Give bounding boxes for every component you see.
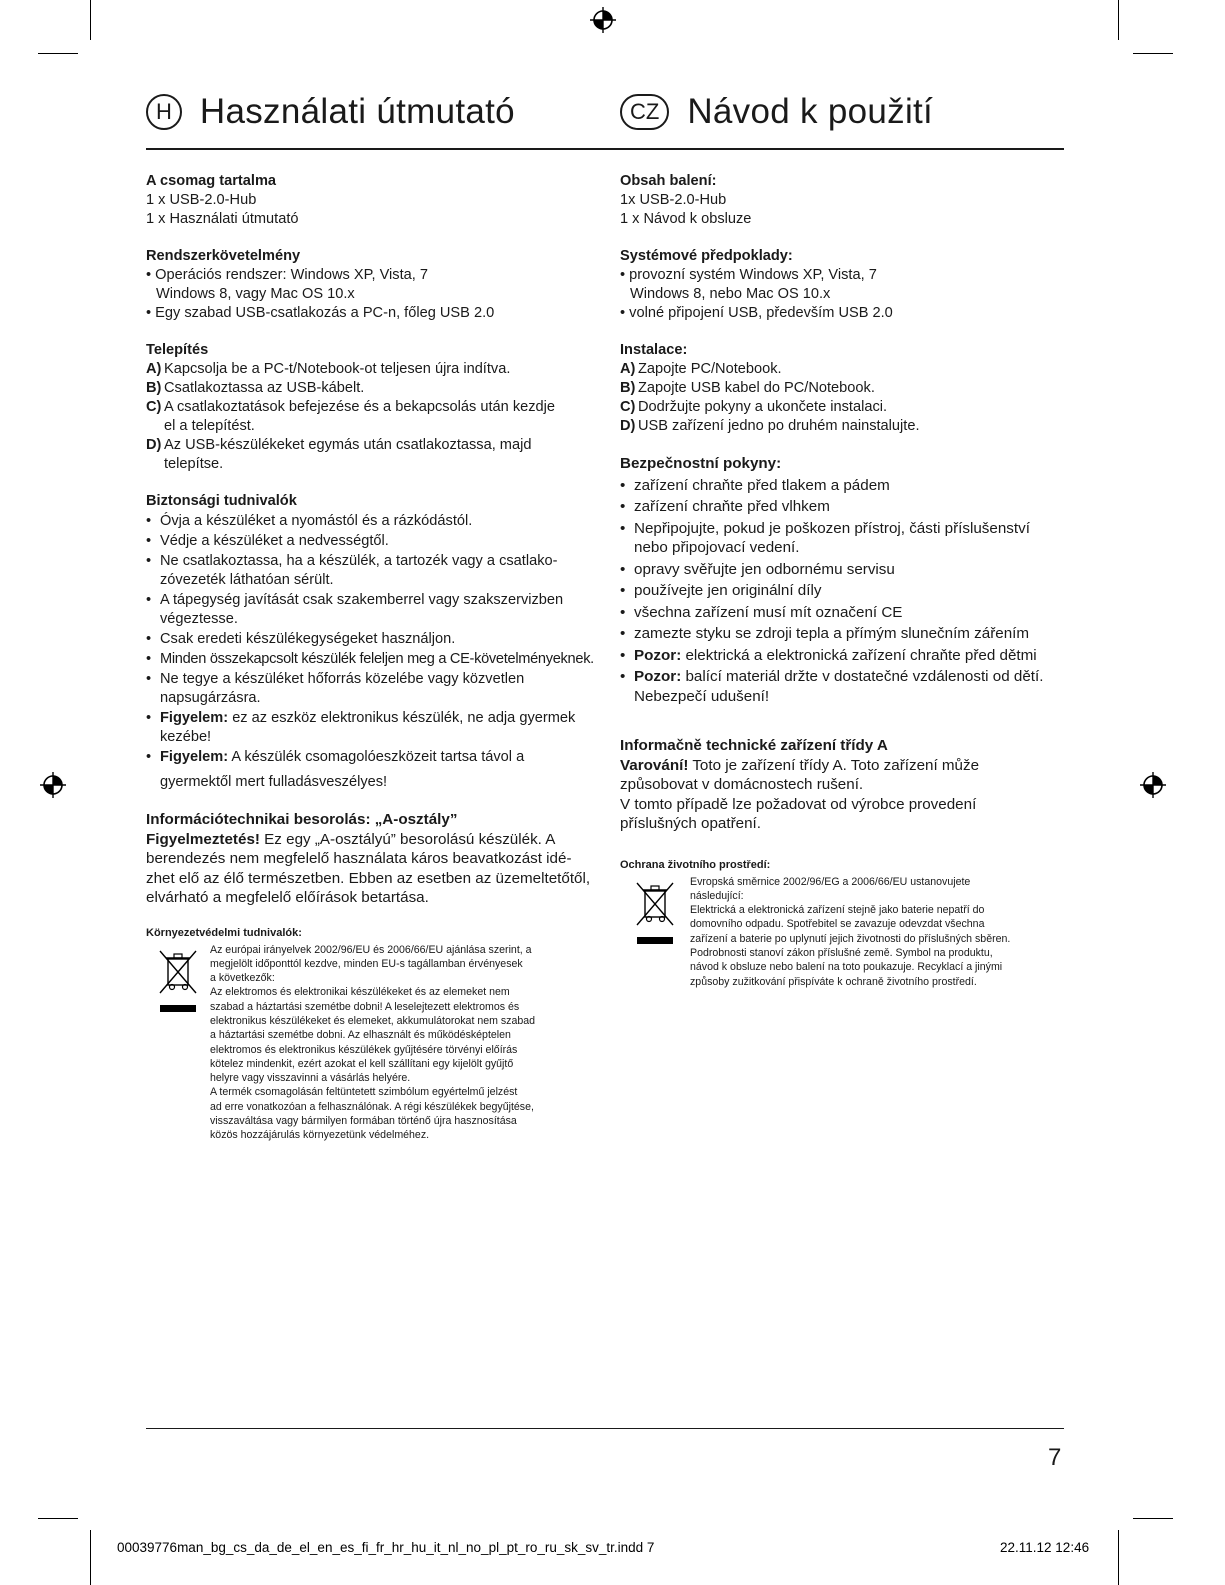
install-step-cont: el a telepítést. — [164, 418, 255, 434]
language-badge-cz: CZ — [620, 94, 669, 130]
requirement-item-cont: Windows 8, nebo Mac OS 10.x — [630, 286, 831, 302]
env-section — [620, 856, 1070, 989]
safety-item: • Figyelem: A készülék csomagolóeszközeit tartsa távol a gyermektől mert fulladásveszélyes! — [146, 749, 525, 790]
safety-item: • Ne tegye a készüléket hőforrás közelébe vagy közvetlen napsugárzásra. — [146, 671, 525, 706]
safety-item: • Ne csatlakoztassa, ha a készülék, a tartozék vagy a csatlako- zóvezeték láthatóan sérült. — [146, 553, 558, 588]
package-section — [146, 172, 596, 229]
section-heading: Információtechnikai besorolás: „A-osztály” — [146, 811, 458, 828]
install-step: B) Csatlakoztassa az USB-kábelt. — [146, 380, 365, 396]
footer-filename: 00039776man_bg_cs_da_de_el_en_es_fi_fr_hr_hu_it_nl_no_pl_pt_ro_ru_sk_sv_tr.indd 7 — [117, 1540, 655, 1555]
crop-mark — [1118, 0, 1119, 40]
class-a-line: způsobovat v domácnostech rušení. — [620, 776, 864, 793]
language-badge-h: H — [146, 94, 182, 130]
install-step-cont: telepítse. — [164, 456, 224, 472]
right-column — [620, 172, 1070, 989]
requirement-item-cont: Windows 8, vagy Mac OS 10.x — [156, 286, 355, 302]
class-a-line: V tomto případě lze požadovat od výrobce provedení — [620, 795, 977, 813]
header-rule — [146, 148, 1064, 150]
crop-mark — [1133, 1518, 1173, 1519]
package-line: 1x USB-2.0-Hub — [620, 192, 727, 208]
footer-timestamp: 22.11.12 12:46 — [1000, 1540, 1090, 1555]
section-heading: Systémové předpoklady: — [620, 248, 793, 264]
class-a-line: příslušných opatření. — [620, 815, 761, 832]
safety-item: • Pozor: balící materiál držte v dostatečné vzdálenosti od dětí. Nebezpečí udušení! — [620, 668, 1044, 705]
class-a-line: Varování! Toto je zařízení třídy A. Toto zařízení může — [620, 756, 980, 774]
left-title-text: Használati útmutató — [199, 92, 515, 131]
safety-section — [146, 492, 596, 792]
requirements-section — [146, 247, 596, 323]
requirement-item: • Egy szabad USB-csatlakozás a PC-n, főleg USB 2.0 — [146, 305, 495, 321]
requirements-section — [620, 247, 1070, 323]
install-step: C) A csatlakoztatások befejezése és a bekapcsolás után kezdje — [146, 399, 556, 415]
requirement-item: • volné připojení USB, především USB 2.0 — [620, 305, 893, 321]
env-body — [146, 943, 596, 1143]
package-line: 1 x Návod k obsluze — [620, 211, 752, 227]
env-section — [146, 924, 596, 1143]
safety-item: • A tápegység javítását csak szakemberrel vagy szakszervizben végeztesse. — [146, 592, 564, 627]
class-a-line: elvárható a megfelelő előírások betartása. — [146, 889, 429, 906]
crop-mark — [90, 1530, 91, 1585]
safety-item: • Óvja a készüléket a nyomástól és a rázkódástól. — [146, 513, 473, 529]
requirement-item: • provozní systém Windows XP, Vista, 7 — [620, 267, 877, 283]
requirement-item: • Operációs rendszer: Windows XP, Vista, 7 — [146, 267, 428, 283]
env-heading: Ochrana životního prostředí: — [620, 858, 771, 871]
safety-item: • zařízení chraňte před tlakem a pádem — [620, 476, 890, 494]
env-text: Evropská směrnice 2002/96/EG a 2006/66/EU ustanovujete následující: Elektrická a elektronická zařízení stejně jako baterie nepatří do domovního odpadu. Spotřebitel se zavazuje odevzdat všechna zařízení a baterie po uplynutí jejich životnosti do příslušných sběren. Podrobnosti stanoví zákon příslušné země. Symbol na produktu, návod k obsluze nebo balení na toto poukazuje. Recyklací a jinými způsoby zužitkování přispíváte k ochraně životního prostředí. — [690, 875, 1011, 988]
class-a-line: berendezés nem megfelelő használata káros beavatkozást idé- — [146, 850, 572, 867]
safety-item: • Védje a készüléket a nedvességtől. — [146, 533, 389, 549]
registration-mark-icon — [40, 772, 66, 798]
safety-item: • opravy svěřujte jen odbornému servisu — [620, 560, 895, 578]
env-text: Az európai irányelvek 2002/96/EU és 2006/66/EU ajánlása szerint, a megjelölt időponttól kezdve, minden EU-s tagállamban érvényesek a következők: Az elektromos és elektronikai készülékeket és az elemeket nem szabad a háztartási szemétbe dobni! A leselejtezett elektromos és elektronikus készülékeket és elemeket, akkumulátorokat nem szabad a háztartási szemétbe dobni. Az elhasznált és működésképtelen elektromos és elektronikus készülékek gyűjtésére törvényi előírás kötelez mindenkit, ezért azokat el kell szállítani egy kijelölt gyűjtő helyre vagy visszavinni a vásárlás helyére. A termék csomagolásán feltüntetett szimbólum egyértelmű jelzést ad erre vonatkozóan a felhasználónak. A régi készülékek begyűjtése, visszaváltása vagy bármilyen formában történő újra hasznosítása közös hozzájárulás környezetünk védelméhez. — [210, 943, 536, 1142]
safety-item: • Nepřipojujte, pokud je poškozen přístroj, části příslušenství nebo připojovací vedení. — [620, 519, 1030, 556]
section-heading: Rendszerkövetelmény — [146, 248, 301, 264]
class-a-line: Figyelmeztetés! Ez egy „A-osztályú” besorolású készülék. A — [146, 830, 556, 848]
package-section — [620, 172, 1070, 229]
package-line: 1 x Használati útmutató — [146, 211, 299, 227]
section-heading: Instalace: — [620, 342, 688, 358]
install-step: D) Az USB-készülékeket egymás után csatlakoztassa, majd — [146, 437, 532, 453]
left-page-title — [146, 92, 515, 132]
safety-item: • Csak eredeti készülékegységeket használjon. — [146, 631, 456, 647]
right-title-text: Návod k použití — [687, 92, 934, 131]
env-heading: Környezetvédelmi tudnivalók: — [146, 926, 302, 939]
install-step: A) Kapcsolja be a PC-t/Notebook-ot teljesen újra indítva. — [146, 361, 511, 377]
crop-mark — [38, 1518, 78, 1519]
crop-mark — [1133, 53, 1173, 54]
weee-bin-icon — [620, 875, 690, 989]
section-heading: Informačně technické zařízení třídy A — [620, 737, 888, 754]
class-a-section — [620, 736, 1070, 834]
section-heading: Biztonsági tudnivalók — [146, 493, 297, 509]
weee-bin-icon — [146, 943, 210, 1143]
section-heading: Telepítés — [146, 342, 209, 358]
right-page-title — [620, 92, 933, 132]
install-section — [620, 341, 1070, 436]
crop-mark — [1118, 1530, 1119, 1585]
install-step: C) Dodržujte pokyny a ukončete instalaci. — [620, 399, 888, 415]
safety-item: • Pozor: elektrická a elektronická zařízení chraňte před dětmi — [620, 646, 1037, 664]
package-line: 1 x USB-2.0-Hub — [146, 192, 257, 208]
install-step: A) Zapojte PC/Notebook. — [620, 361, 782, 377]
section-heading: A csomag tartalma — [146, 173, 277, 189]
registration-mark-icon — [1140, 772, 1166, 798]
install-step: B) Zapojte USB kabel do PC/Notebook. — [620, 380, 875, 396]
safety-item: • zamezte styku se zdroji tepla a přímým slunečním zářením — [620, 625, 1030, 642]
safety-item: • používejte jen originální díly — [620, 582, 822, 599]
registration-mark-icon — [590, 7, 616, 33]
crop-mark — [90, 0, 91, 40]
safety-section — [620, 454, 1070, 706]
footer-rule — [146, 1428, 1064, 1429]
env-body — [620, 875, 1070, 989]
safety-item: • Minden összekapcsolt készülék feleljen meg a CE-követelményeknek. — [146, 651, 594, 667]
safety-item: • Figyelem: ez az eszköz elektronikus készülék, ne adja gyermek kezébe! — [146, 710, 576, 745]
section-heading: Obsah balení: — [620, 173, 717, 189]
safety-item: • všechna zařízení musí mít označení CE — [620, 603, 903, 621]
crop-mark — [38, 53, 78, 54]
class-a-section — [146, 810, 596, 908]
page-number: 7 — [1048, 1444, 1062, 1471]
install-section — [146, 341, 596, 474]
section-heading: Bezpečnostní pokyny: — [620, 455, 782, 472]
left-column — [146, 172, 596, 1143]
safety-item: • zařízení chraňte před vlhkem — [620, 498, 830, 515]
install-step: D) USB zařízení jedno po druhém nainstalujte. — [620, 418, 920, 434]
class-a-line: zhet elő az élő természetben. Ebben az esetben az üzemeltetőtől, — [146, 869, 591, 887]
